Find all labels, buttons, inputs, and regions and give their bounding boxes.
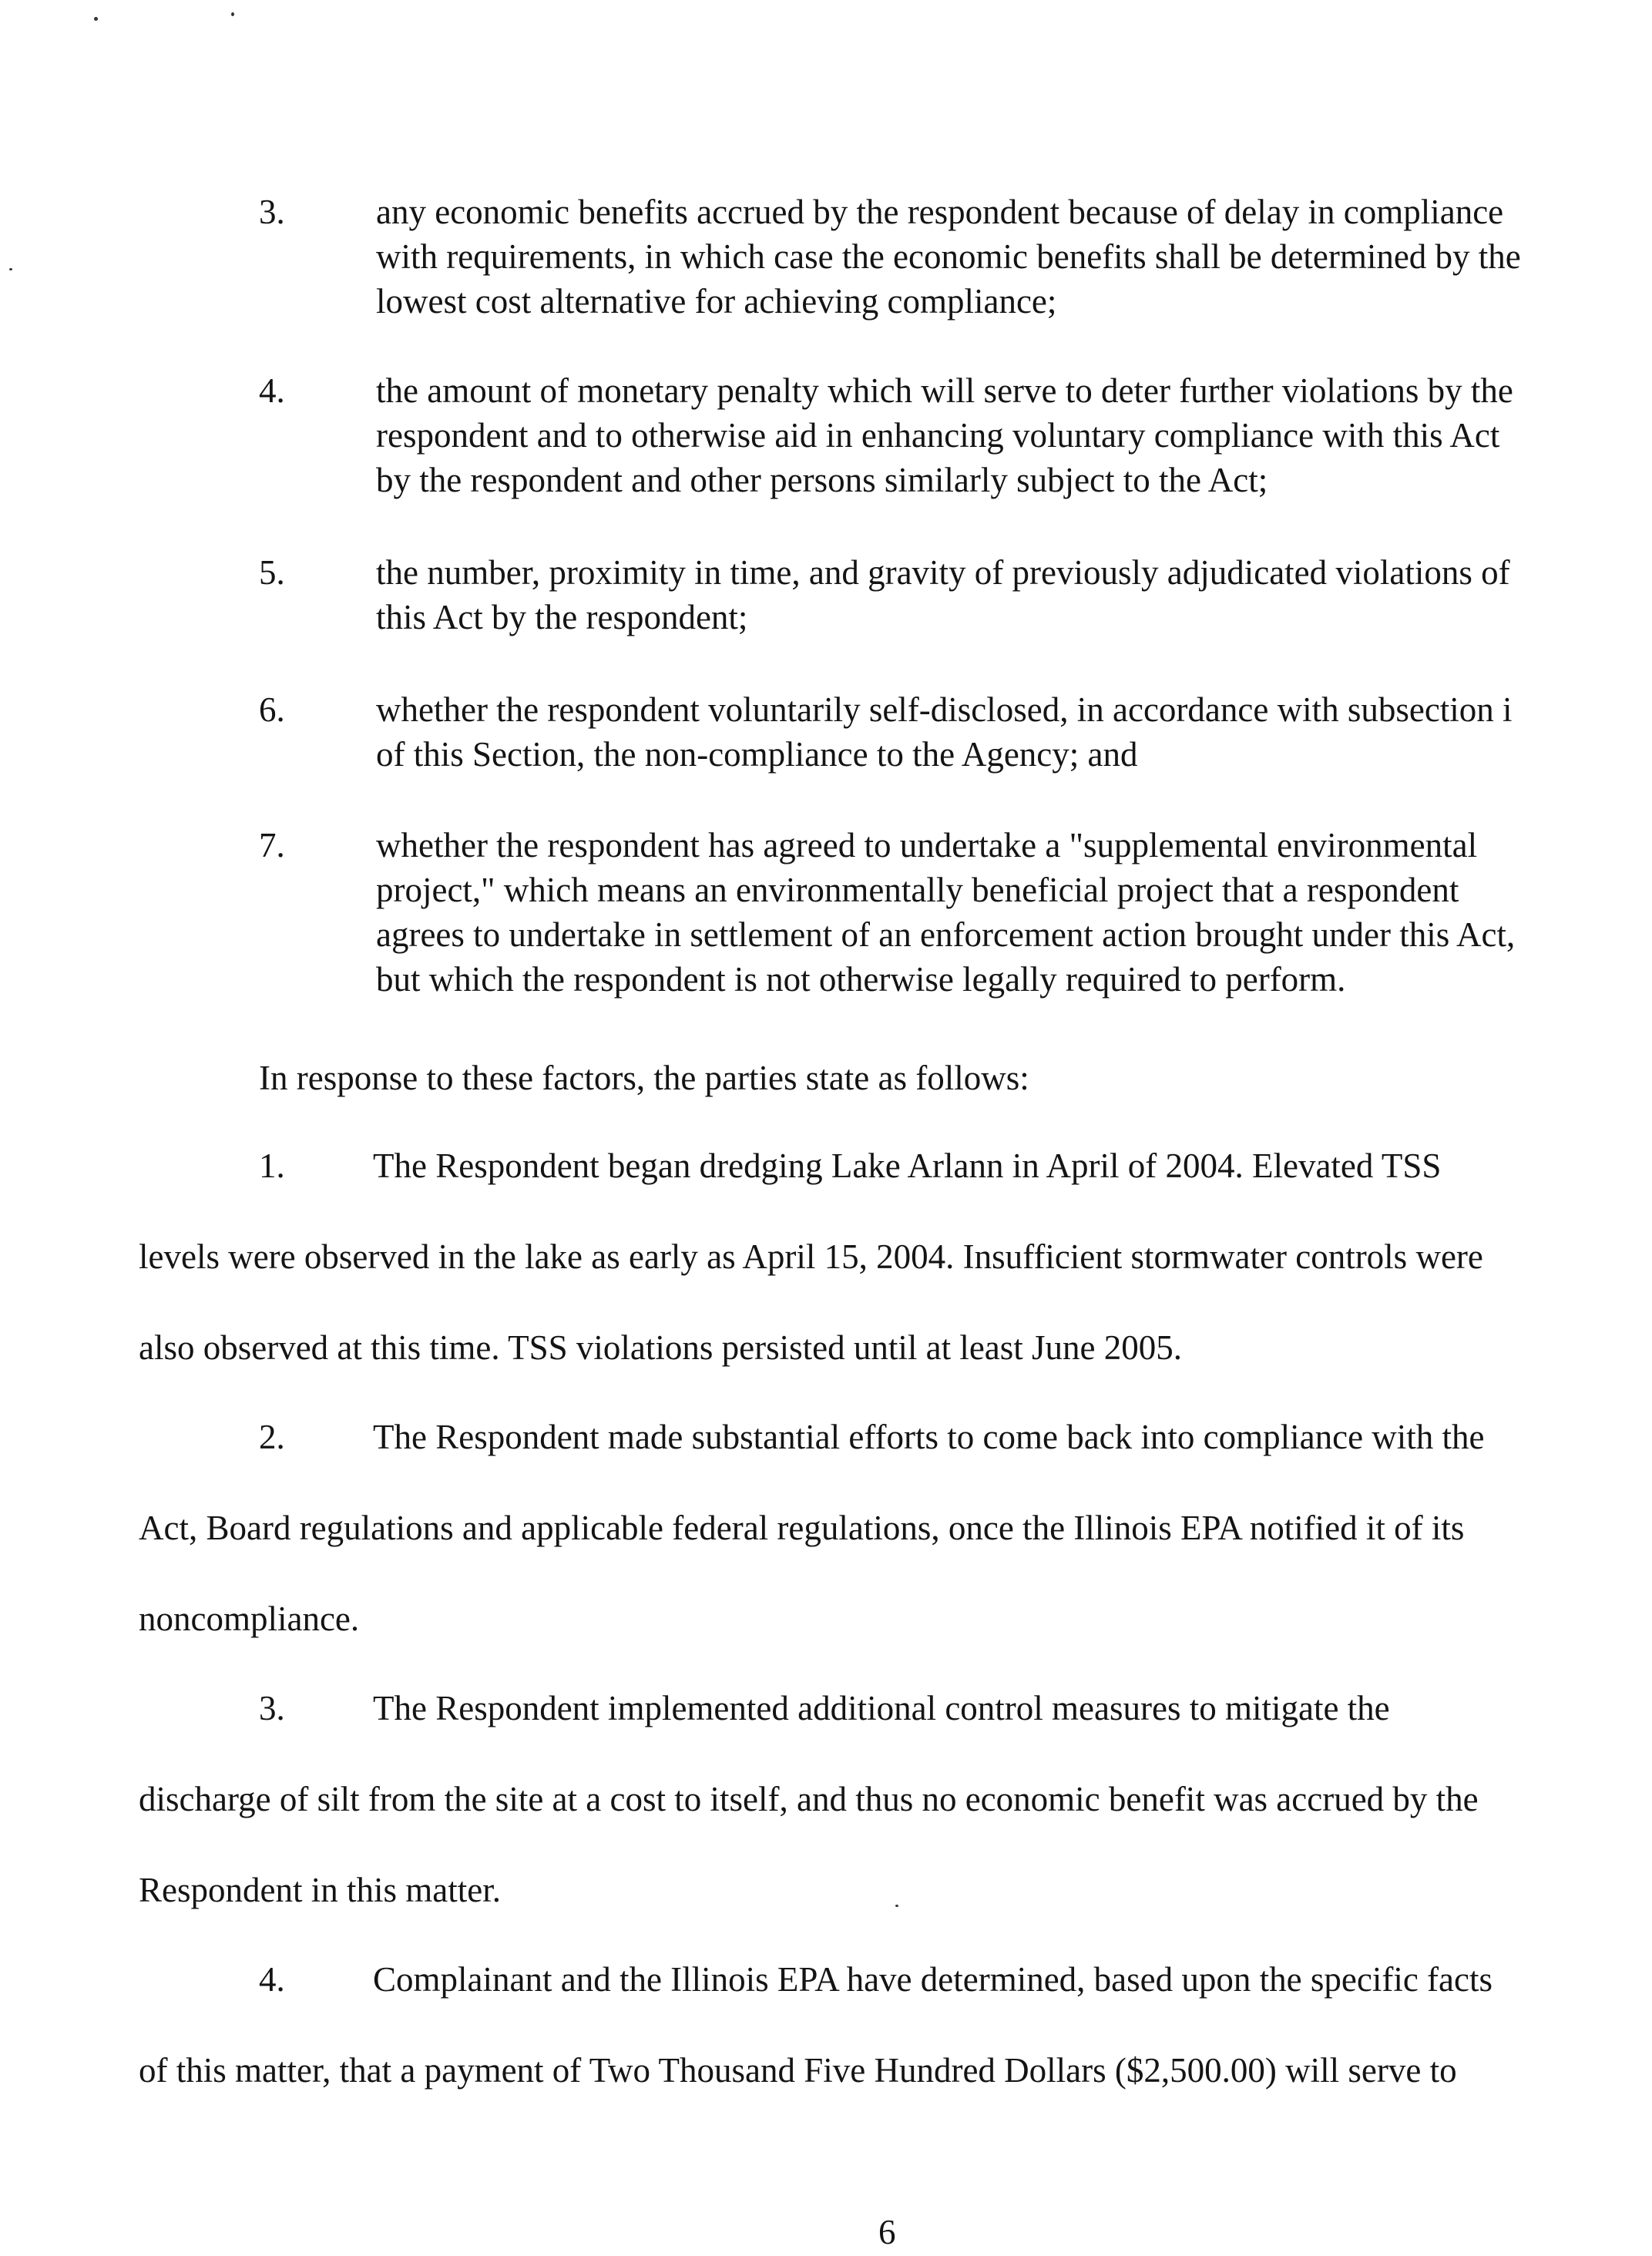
factor-item-6 [259, 687, 1646, 780]
factor-item-4 [259, 368, 1646, 507]
paragraph-line: Act, Board regulations and applicable federal regulations, once the Illinois EPA notified it of its [139, 1509, 1465, 1547]
factor-line: whether the respondent voluntarily self-disclosed, in accordance with subsection i [376, 690, 1513, 729]
factor-item-5 [259, 550, 1646, 643]
factor-text [376, 687, 1652, 777]
paragraph-number: 4. [259, 1960, 285, 1999]
paragraph-line: levels were observed in the lake as early as April 15, 2004. Insufficient stormwater controls were [139, 1237, 1483, 1276]
paragraph-first-line: Complainant and the Illinois EPA have determined, based upon the specific facts [373, 1960, 1493, 1999]
factor-line: the number, proximity in time, and gravity of previously adjudicated violations of [376, 553, 1510, 592]
factor-line: the amount of monetary penalty which will serve to deter further violations by the [376, 371, 1513, 410]
factor-number: 5. [259, 553, 285, 592]
factor-item-3 [259, 190, 1646, 328]
factor-line: respondent and to otherwise aid in enhancing voluntary compliance with this Act [376, 416, 1500, 455]
paragraph-line: also observed at this time. TSS violations persisted until at least June 2005. [139, 1328, 1183, 1367]
factor-line: this Act by the respondent; [376, 598, 748, 636]
page-number: 6 [878, 2213, 896, 2251]
scan-speck [231, 12, 234, 16]
paragraph-line: of this matter, that a payment of Two Thousand Five Hundred Dollars ($2,500.00) will serve to [139, 2051, 1457, 2090]
factor-line: agrees to undertake in settlement of an enforcement action brought under this Act, [376, 915, 1516, 954]
factor-number: 3. [259, 193, 285, 231]
factor-text [376, 190, 1652, 324]
factor-number: 4. [259, 371, 285, 410]
factor-item-7 [259, 823, 1646, 1008]
paragraph-line: Respondent in this matter. [139, 1871, 501, 1909]
paragraph-line: noncompliance. [139, 1600, 360, 1638]
scan-speck [895, 1905, 898, 1907]
factor-line: whether the respondent has agreed to undertake a "supplemental environmental [376, 826, 1478, 864]
scan-speck [9, 268, 12, 270]
factor-line: any economic benefits accrued by the respondent because of delay in compliance [376, 193, 1504, 231]
scan-speck [94, 17, 98, 21]
factor-text [376, 550, 1652, 640]
factor-line: with requirements, in which case the economic benefits shall be determined by the [376, 237, 1521, 276]
factor-line: by the respondent and other persons similarly subject to the Act; [376, 461, 1268, 499]
factor-number: 6. [259, 690, 285, 729]
paragraph-number: 1. [259, 1146, 285, 1185]
factor-line: lowest cost alternative for achieving compliance; [376, 282, 1057, 321]
factor-line: project," which means an environmentally beneficial project that a respondent [376, 871, 1459, 909]
factor-text [376, 823, 1652, 1002]
intro-text: In response to these factors, the parties state as follows: [259, 1059, 1029, 1097]
factor-line: of this Section, the non-compliance to the Agency; and [376, 735, 1138, 774]
paragraph-first-line: The Respondent made substantial efforts to come back into compliance with the [373, 1418, 1485, 1456]
paragraph-number: 2. [259, 1418, 285, 1456]
paragraph-first-line: The Respondent implemented additional control measures to mitigate the [373, 1689, 1390, 1727]
factor-line: but which the respondent is not otherwise legally required to perform. [376, 960, 1346, 999]
paragraph-number: 3. [259, 1689, 285, 1727]
factor-text [376, 368, 1652, 502]
paragraph-line: discharge of silt from the site at a cost to itself, and thus no economic benefit was accrued by the [139, 1780, 1479, 1818]
factor-number: 7. [259, 826, 285, 864]
paragraph-first-line: The Respondent began dredging Lake Arlann in April of 2004. Elevated TSS [373, 1146, 1442, 1185]
